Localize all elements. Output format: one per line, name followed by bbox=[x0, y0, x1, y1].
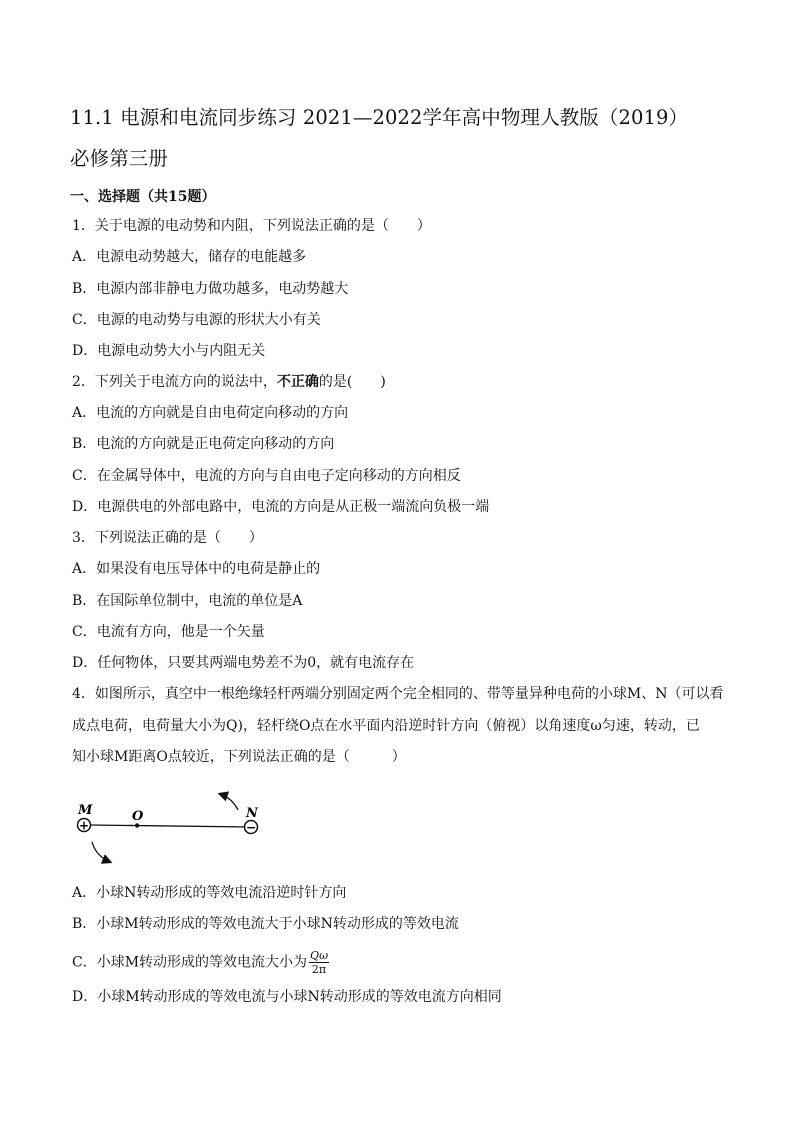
q2-stem-emphasis: 不正确 bbox=[276, 374, 319, 390]
insulating-rod bbox=[90, 825, 250, 827]
label-n: N bbox=[246, 806, 258, 821]
q2-option-a: A．电流的方向就是自由电荷定向移动的方向 bbox=[72, 405, 349, 421]
label-o: O bbox=[132, 809, 144, 824]
section-heading: 一、选择题（共15题） bbox=[70, 189, 216, 205]
rotation-arrow-icon bbox=[92, 842, 110, 862]
plus-sign: + bbox=[78, 818, 90, 833]
rotating-rod-figure bbox=[66, 788, 276, 868]
page-title-line-1: 11.1 电源和电流同步练习 2021—2022学年高中物理人教版（2019） bbox=[70, 106, 689, 129]
q4-option-a: A．小球N转动形成的等效电流沿逆时针方向 bbox=[72, 885, 347, 901]
q3-option-a: A．如果没有电压导体中的电荷是静止的 bbox=[72, 561, 321, 577]
q3-option-d: D．任何物体，只要其两端电势差不为0，就有电流存在 bbox=[72, 655, 415, 671]
q2-stem-post: 的是( ) bbox=[318, 374, 386, 390]
q2-stem-pre: 2．下列关于电流方向的说法中， bbox=[72, 374, 277, 390]
q4-stem-line-3: 知小球M距离O点较近，下列说法正确的是（ ） bbox=[72, 749, 406, 765]
q3-option-b: B．在国际单位制中，电流的单位是A bbox=[72, 593, 303, 609]
q1-option-c: C．电源的电动势与电源的形状大小有关 bbox=[72, 312, 321, 328]
fraction-denominator: 2π bbox=[311, 963, 327, 976]
fraction-numerator: Qω bbox=[310, 949, 329, 962]
q4-option-b: B．小球M转动形成的等效电流大于小球N转动形成的等效电流 bbox=[72, 916, 459, 932]
q3-option-c: C．电流有方向，他是一个矢量 bbox=[72, 624, 265, 640]
minus-sign: − bbox=[245, 820, 257, 835]
q2-stem bbox=[72, 372, 386, 392]
q4-option-c-text: C．小球M转动形成的等效电流大小为 bbox=[72, 954, 308, 971]
fraction bbox=[309, 950, 329, 975]
q4-option-c bbox=[72, 950, 329, 975]
q3-stem: 3．下列说法正确的是（ ） bbox=[72, 530, 263, 546]
q1-option-b: B．电源内部非静电力做功越多，电动势越大 bbox=[72, 281, 349, 297]
q4-option-d: D．小球M转动形成的等效电流与小球N转动形成的等效电流方向相同 bbox=[72, 989, 502, 1005]
q4-stem-line-1: 4．如图所示，真空中一根绝缘轻杆两端分别固定两个完全相同的、带等量异种电荷的小球M、N（可以看 bbox=[72, 686, 724, 702]
q2-option-b: B．电流的方向就是正电荷定向移动的方向 bbox=[72, 436, 335, 452]
q2-option-c: C．在金属导体中，电流的方向与自由电子定向移动的方向相反 bbox=[72, 468, 461, 484]
q1-option-a: A．电源电动势越大，储存的电能越多 bbox=[72, 249, 307, 265]
q2-option-d: D．电源供电的外部电路中，电流的方向是从正极一端流向负极一端 bbox=[72, 499, 490, 515]
q4-stem-line-2: 成点电荷，电荷量大小为Q)，轻杆绕O点在水平面内沿逆时针方向（俯视）以角速度ω匀速，转动，已 bbox=[72, 718, 700, 734]
q1-stem: 1．关于电源的电动势和内阻，下列说法正确的是（ ） bbox=[72, 218, 431, 234]
page-title-line-2: 必修第三册 bbox=[70, 147, 169, 170]
rotation-arrow-icon bbox=[220, 794, 238, 810]
q1-option-d: D．电源电动势大小与内阻无关 bbox=[72, 343, 266, 359]
label-m: M bbox=[78, 803, 93, 818]
